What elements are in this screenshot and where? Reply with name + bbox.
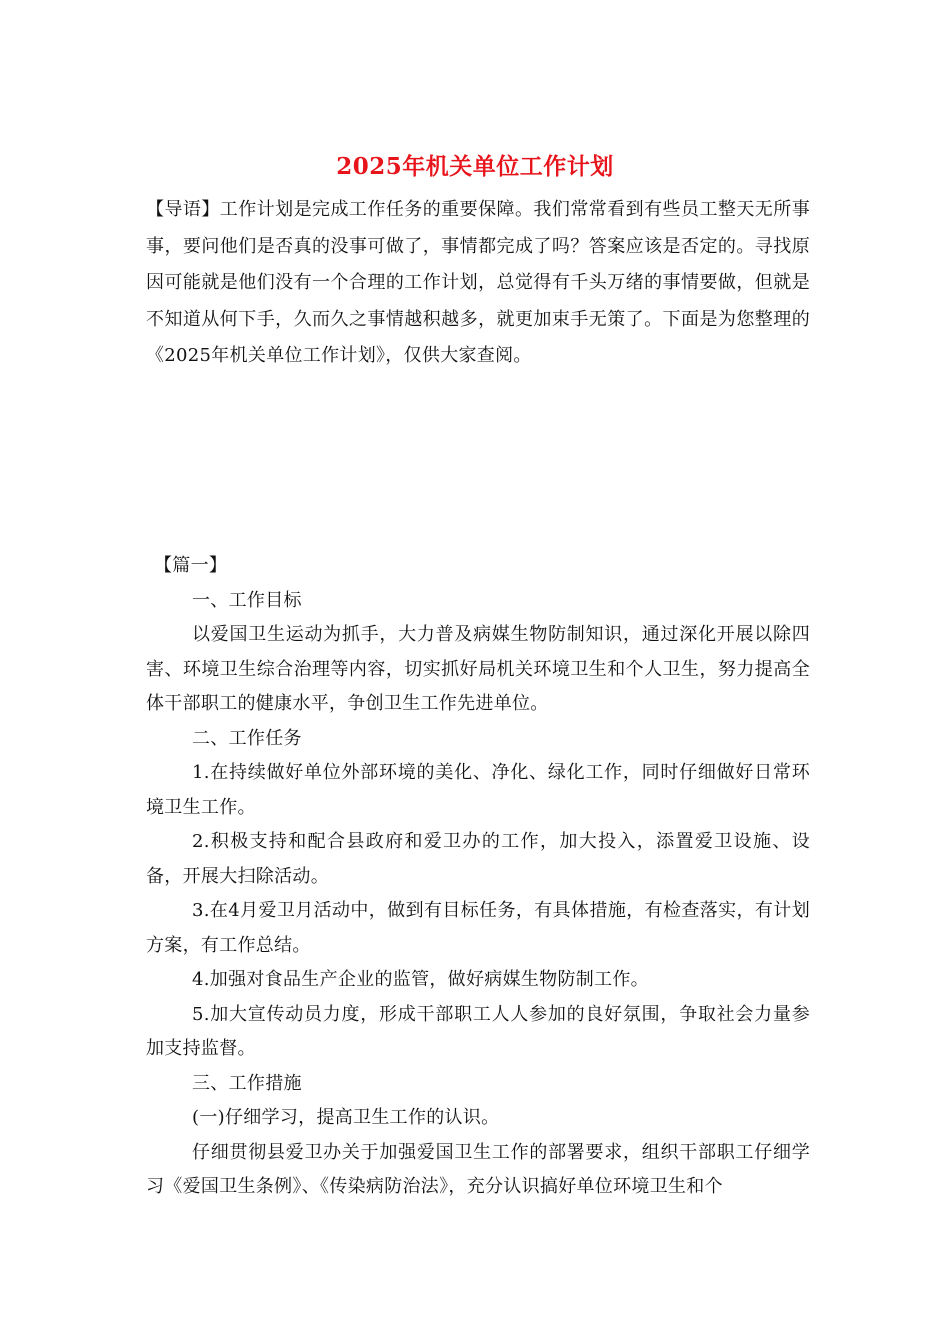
- measure-subheading-1: (一)仔细学习，提高卫生工作的认识。: [192, 1107, 500, 1128]
- document-title: 2025年机关单位工作计划: [336, 153, 614, 180]
- task-item-1: 1.在持续做好单位外部环境的美化、净化、绿化工作，同时仔细做好日常环境卫生工作。: [146, 762, 810, 818]
- task-item-2: 2.积极支持和配合县政府和爱卫办的工作，加大投入，添置爱卫设施、设备，开展大扫除活动。: [146, 831, 810, 887]
- heading-work-measures: 三、工作措施: [192, 1072, 302, 1094]
- measure-paragraph-1: 仔细贯彻县爱卫办关于加强爱国卫生工作的部署要求，组织干部职工仔细学习《爱国卫生条例》、《传染病防治法》，充分认识搞好单位环境卫生和个: [146, 1141, 810, 1197]
- heading-work-goal: 一、工作目标: [192, 589, 302, 611]
- task-item-4: 4.加强对食品生产企业的监管，做好病媒生物防制工作。: [192, 969, 649, 990]
- task-item-3: 3.在4月爱卫月活动中，做到有目标任务，有具体措施，有检查落实，有计划方案，有工作总结。: [146, 900, 810, 956]
- intro-paragraph: 【导语】工作计划是完成工作任务的重要保障。我们常常看到有些员工整天无所事事，要问他们是否真的没事可做了，事情都完成了吗？答案应该是否定的。寻找原因可能就是他们没有一个合理的工作计划，总觉得有千头万绪的事情要做，但就是不知道从何下手，久而久之事情越积越多，就更加束手无策了。下面是为您整理的《2025年机关单位工作计划》，仅供大家查阅。: [146, 199, 810, 366]
- section-label: 【篇一】: [154, 555, 228, 576]
- document-body: [146, 549, 810, 1205]
- task-item-5: 5.加大宣传动员力度，形成干部职工人人参加的良好氛围，争取社会力量参加支持监督。: [146, 1003, 810, 1059]
- heading-work-tasks: 二、工作任务: [192, 727, 302, 749]
- paragraph-work-goal: 以爱国卫生运动为抓手，大力普及病媒生物防制知识，通过深化开展以除四害、环境卫生综合治理等内容，切实抓好局机关环境卫生和个人卫生，努力提高全体干部职工的健康水平，争创卫生工作先进单位。: [146, 624, 810, 714]
